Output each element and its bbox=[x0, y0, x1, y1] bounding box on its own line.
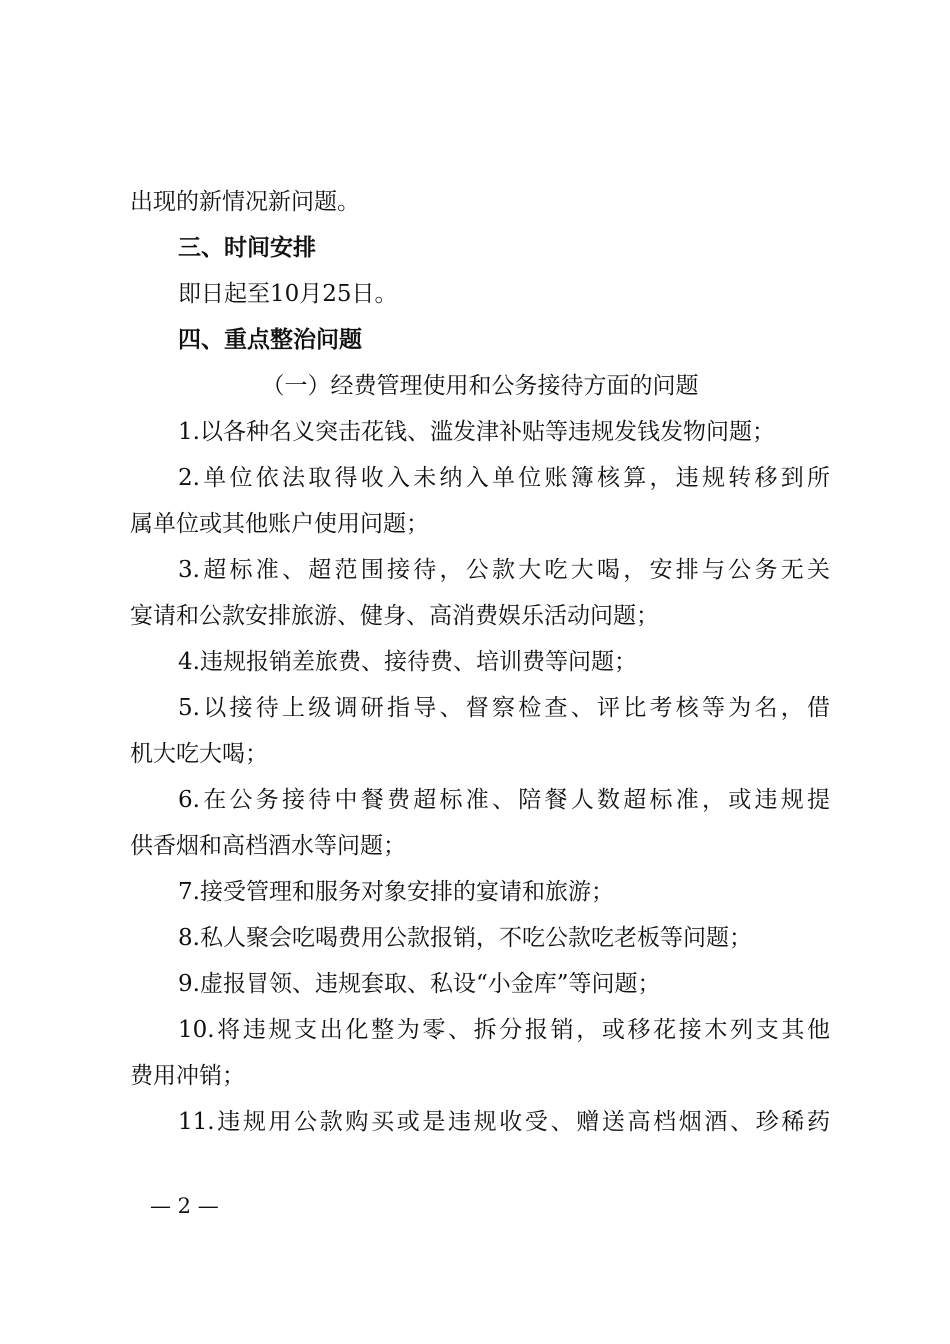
list-item-2-line-2: 属单位或其他账户使用问题； bbox=[130, 511, 429, 537]
list-item-5-line-2: 机大吃大喝； bbox=[130, 741, 268, 767]
list-item-2-line-1: 2.单位依法取得收入未纳入单位账簿核算，违规转移到所 bbox=[178, 465, 830, 491]
section-heading-key-issues: 四、重点整治问题 bbox=[178, 327, 362, 353]
paragraph-time-arrangement: 即日起至10月25日。 bbox=[178, 281, 398, 307]
paragraph-line-continuation: 出现的新情况新问题。 bbox=[130, 189, 360, 215]
list-item-7: 7.接受管理和服务对象安排的宴请和旅游； bbox=[178, 879, 614, 905]
list-item-4: 4.违规报销差旅费、接待费、培训费等问题； bbox=[178, 649, 637, 675]
list-item-6-line-1: 6.在公务接待中餐费超标准、陪餐人数超标准，或违规提 bbox=[178, 787, 830, 813]
list-item-3-line-1: 3.超标准、超范围接待，公款大吃大喝，安排与公务无关 bbox=[178, 557, 830, 583]
list-item-3-line-2: 宴请和公款安排旅游、健身、高消费娱乐活动问题； bbox=[130, 603, 659, 629]
list-item-9: 9.虚报冒领、违规套取、私设“小金库”等问题； bbox=[178, 971, 661, 997]
list-item-1: 1.以各种名义突击花钱、滥发津补贴等违规发钱发物问题； bbox=[178, 419, 775, 445]
subsection-heading-funds-reception: （一）经费管理使用和公务接待方面的问题 bbox=[261, 373, 699, 399]
list-item-8: 8.私人聚会吃喝费用公款报销，不吃公款吃老板等问题； bbox=[178, 925, 752, 951]
list-item-10-line-2: 费用冲销； bbox=[130, 1063, 245, 1089]
list-item-11-line-1: 11.违规用公款购买或是违规收受、赠送高档烟酒、珍稀药 bbox=[178, 1109, 830, 1135]
page-number: — 2 — bbox=[150, 1194, 219, 1218]
list-item-10-line-1: 10.将违规支出化整为零、拆分报销，或移花接木列支其他 bbox=[178, 1017, 830, 1043]
list-item-5-line-1: 5.以接待上级调研指导、督察检查、评比考核等为名，借 bbox=[178, 695, 830, 721]
section-heading-time-arrangement: 三、时间安排 bbox=[178, 235, 316, 261]
list-item-6-line-2: 供香烟和高档酒水等问题； bbox=[130, 833, 406, 859]
